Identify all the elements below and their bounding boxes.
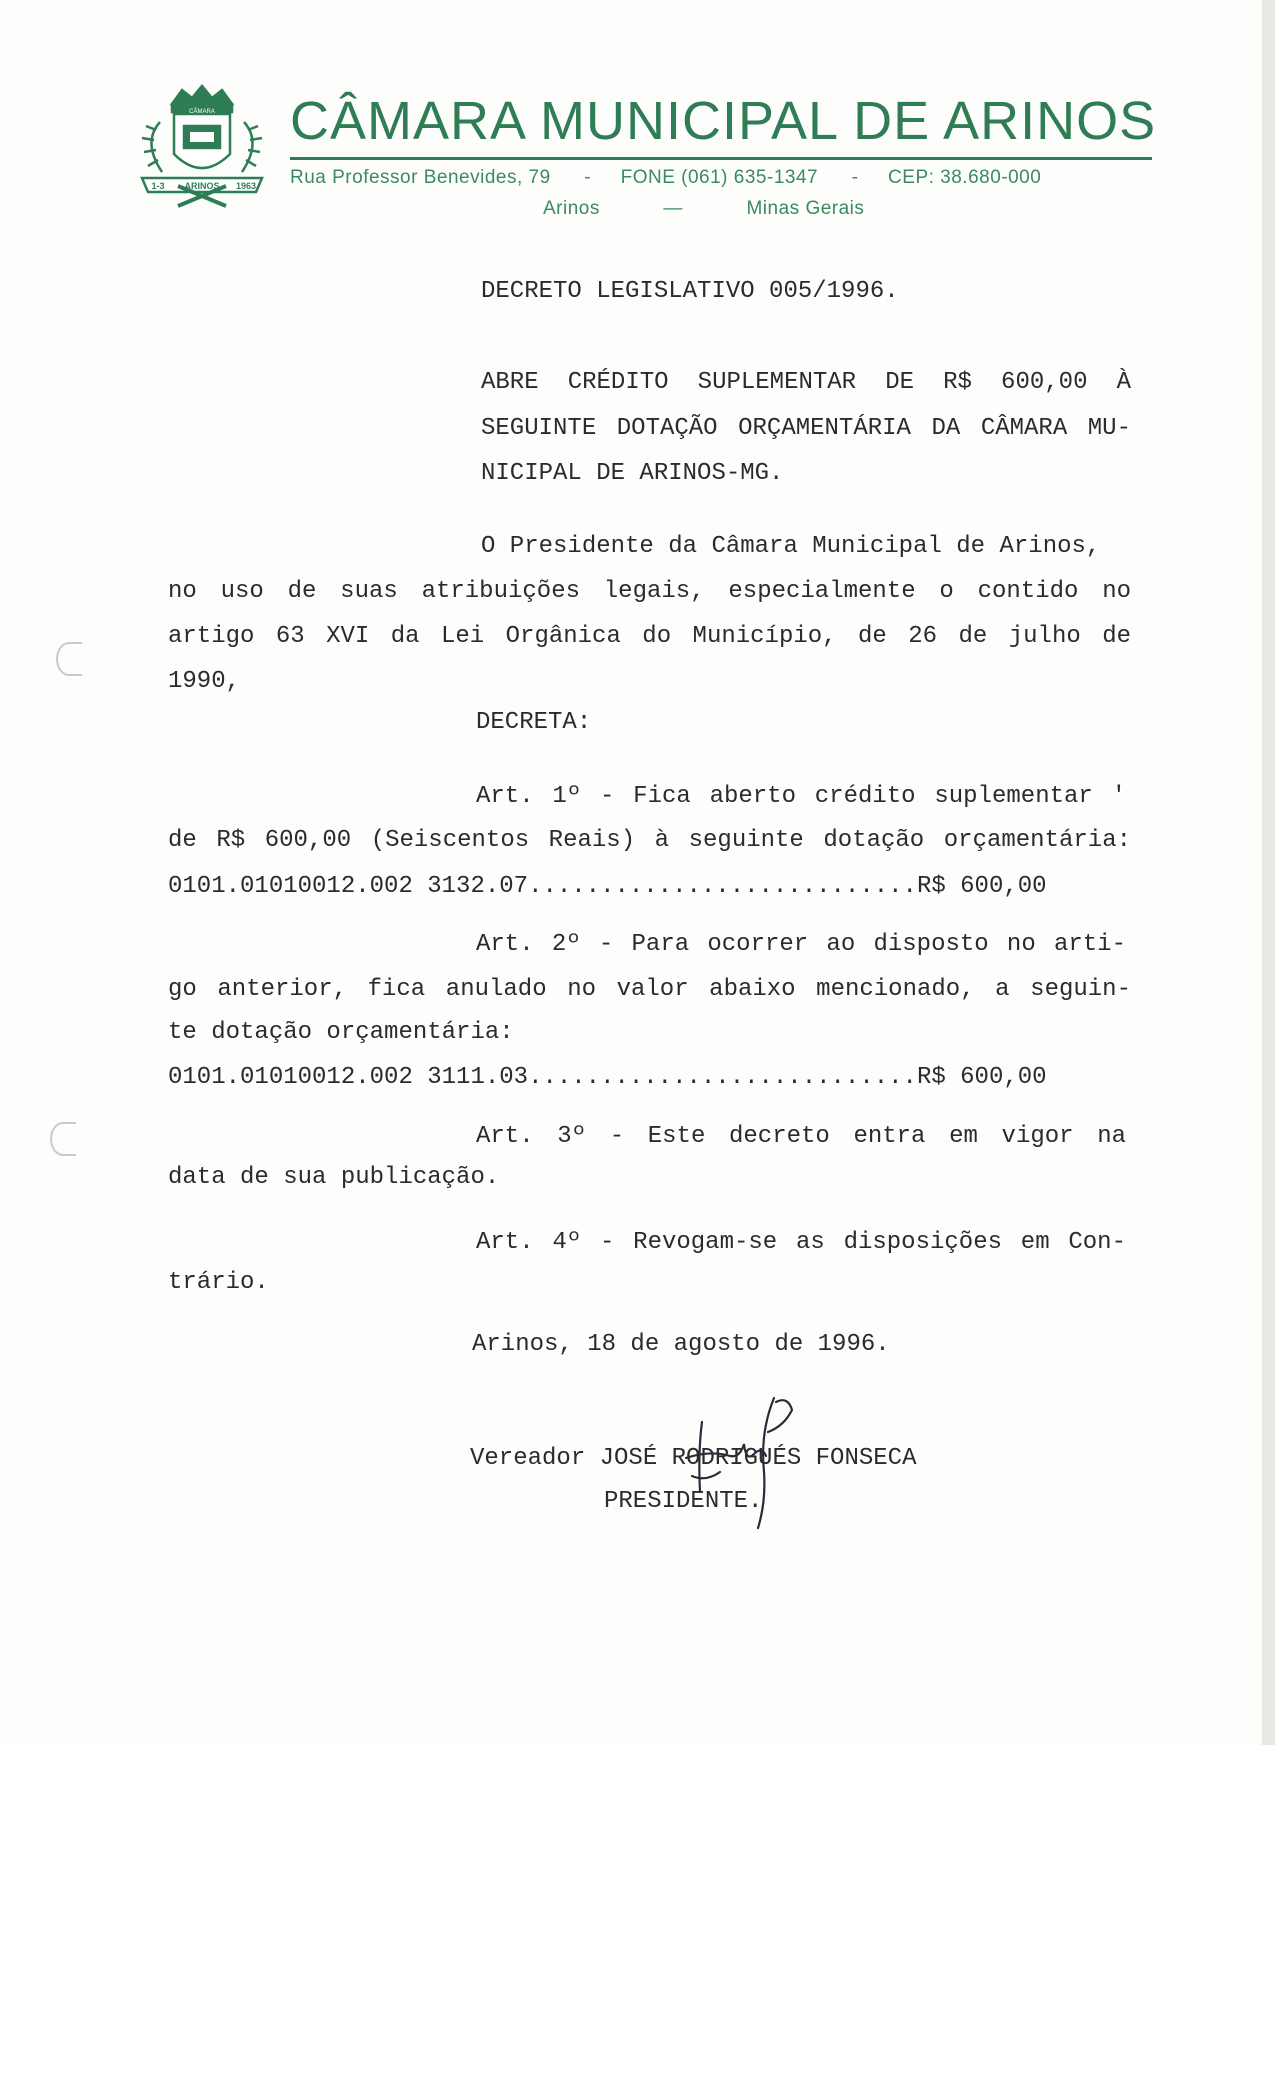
art1-code: 0101.01010012.002 3132.07 (168, 873, 529, 900)
art2-line: te dotação orçamentária: (168, 1019, 514, 1046)
art1-leader: ........................... (528, 873, 917, 900)
letterhead-cep: CEP: 38.680-000 (888, 167, 1042, 188)
letterhead-state: Minas Gerais (746, 198, 865, 219)
letterhead-city-separator: — (663, 198, 683, 219)
seal-ribbon-center: ARINOS (184, 181, 220, 191)
art1-line: de R$ 600,00 (Seiscentos Reais) à seguinte dotação orçamentária: (168, 827, 1131, 854)
art4-line: Art. 4º - Revogam-se as disposições em Con- (476, 1229, 1126, 1256)
letterhead-city-line (543, 198, 963, 220)
art4-line: trário. (168, 1269, 269, 1296)
scan-edge (1262, 0, 1275, 1745)
decreta-heading: DECRETA: (476, 709, 592, 736)
art1-line: Art. 1º - Fica aberto crédito suplementar ' (476, 783, 1126, 810)
art2-leader: ........................... (528, 1064, 917, 1091)
coat-of-arms-icon (132, 82, 272, 217)
seal-ribbon-left: 1-3 (151, 181, 165, 191)
decree-heading: DECRETO LEGISLATIVO 005/1996. (481, 278, 899, 305)
art3-line: data de sua publicação. (168, 1164, 500, 1191)
letterhead-title: CÂMARA MUNICIPAL DE ARINOS (290, 91, 1157, 151)
art1-entry (168, 872, 1047, 902)
letterhead-phone: FONE (061) 635-1347 (620, 167, 819, 188)
art2-entry (168, 1063, 1047, 1093)
signer-name: Vereador JOSÉ RODRIGUÉS FONSECA (470, 1445, 917, 1472)
place-date: Arinos, 18 de agosto de 1996. (472, 1331, 890, 1358)
preamble-line: 1990, (168, 668, 241, 695)
summary-line: NICIPAL DE ARINOS-MG. (481, 460, 784, 487)
seal-ribbon-right: 1963 (235, 181, 257, 191)
letterhead-city: Arinos (543, 198, 600, 219)
summary-line: SEGUINTE DOTAÇÃO ORÇAMENTÁRIA DA CÂMARA MU- (481, 415, 1131, 442)
seal-top-text: CÂMARA (189, 109, 215, 115)
art3-line: Art. 3º - Este decreto entra em vigor na (476, 1123, 1126, 1150)
punch-hole (50, 1122, 76, 1156)
letterhead-separator: - (851, 167, 859, 188)
art2-code: 0101.01010012.002 3111.03 (168, 1064, 529, 1091)
preamble-line: no uso de suas atribuições legais, especialmente o contido no (168, 578, 1131, 605)
letterhead-separator: - (584, 167, 592, 188)
art2-amount: R$ 600,00 (916, 1064, 1047, 1091)
blank-scan-area (0, 1745, 1275, 2100)
signer-title: PRESIDENTE. (604, 1488, 763, 1515)
punch-hole (56, 642, 82, 676)
art2-line: Art. 2º - Para ocorrer ao disposto no arti- (476, 931, 1126, 958)
letterhead-address (290, 167, 1170, 189)
letterhead-street: Rua Professor Benevides, 79 (290, 167, 551, 188)
preamble-line: O Presidente da Câmara Municipal de Arinos, (481, 533, 1101, 560)
summary-line: ABRE CRÉDITO SUPLEMENTAR DE R$ 600,00 À (481, 369, 1131, 396)
preamble-line: artigo 63 XVI da Lei Orgânica do Município, de 26 de julho de (168, 623, 1131, 650)
art1-amount: R$ 600,00 (916, 873, 1047, 900)
art2-line: go anterior, fica anulado no valor abaixo mencionado, a seguin- (168, 976, 1131, 1003)
letterhead-rule (290, 157, 1152, 160)
